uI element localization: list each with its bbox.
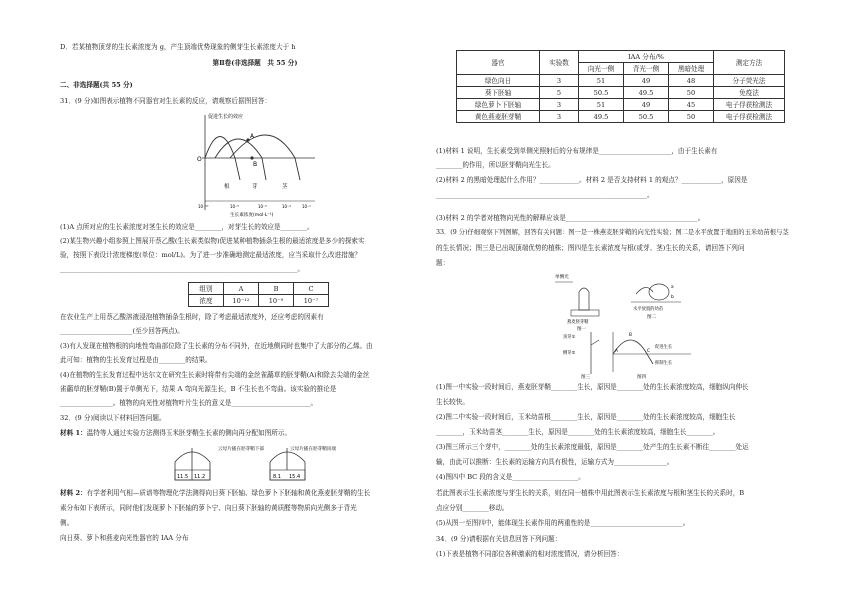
table32 (456, 50, 785, 123)
fig32-v2: 11.2 (194, 474, 206, 480)
t32-r2-c: 45 (669, 99, 714, 111)
q33-4a: (4)图四中 BC 段的含义是____________________。 (436, 473, 585, 481)
fig32-v4: 15.4 (289, 474, 301, 480)
t32-r0-b: 49 (624, 75, 669, 87)
material2-c: 侧。 (60, 519, 74, 527)
q32-intro: 32．(9 分)阅读以下材料回答问题。 (60, 414, 166, 422)
material1-text: 温特等人通过实验方法测得玉米胚芽鞘生长素的侧向再分配如图所示。 (86, 429, 292, 437)
section-title: 第Ⅱ卷(非选择题 共 55 分) (212, 59, 298, 67)
t32-r0-organ: 绿色向日 (457, 75, 540, 87)
q32-2b: ________________________________________________________________。 (436, 191, 654, 199)
t32-r2-m: 电子俘获检测法 (714, 99, 785, 111)
material2-text-a: 有学者利用气相—质谱等物理化学法测得向日葵下胚轴、绿色萝卜下胚轴和黄化燕麦胚芽鞘的生长 (86, 489, 371, 497)
table31 (188, 282, 329, 307)
t32-r1-n: 5 (540, 87, 579, 99)
fig33-bud2: 侧芽② (563, 351, 576, 356)
t32-r0-m: 分子荧光法 (714, 75, 785, 87)
t32-r3-m: 电子俘获检测法 (714, 111, 785, 123)
q33-4c: 点应分别________移动。 (436, 504, 509, 512)
q31-2c: ________________________________________________________________________。 (60, 265, 304, 273)
t32-r2-b: 49 (624, 99, 669, 111)
fig33-pt-c: C (647, 349, 651, 354)
table-row (457, 87, 785, 99)
q32-2a: (2)材料 2 的黑暗处理起什么作用？____________。材料 2 是否支持材料 1 的观点？____________，原因是 (436, 176, 748, 184)
t32-r3-a: 49.5 (579, 111, 624, 123)
t32-r3-organ: 黄色燕麦胚芽鞘 (457, 111, 540, 123)
table31-h0: 组别 (189, 283, 224, 295)
table31-v2: 10⁻⁹ (259, 295, 294, 307)
t32-r1-a: 50.5 (579, 87, 624, 99)
coleoptile-fig1 (579, 288, 589, 310)
t32-r1-c: 50 (669, 87, 714, 99)
fig33-diagram (551, 270, 701, 380)
t32-h-num: 实验数 (540, 51, 579, 75)
t32-h-light: 向光一侧 (579, 63, 624, 75)
material2-label: 材料 2： (60, 489, 87, 497)
q31-2e: ______________________(至少回答两点)。 (60, 327, 184, 335)
fig32-diagram (170, 440, 350, 485)
q33-1b: 生长较快。 (436, 398, 469, 406)
table31-h3: C (294, 283, 329, 295)
fig33-bud1: 顶芽① (563, 335, 576, 340)
q31-3a: (3)有人发现在植物根的向地性弯曲部位除了生长素的分布不同外，在近地侧同时也集中了大部分的乙烯。由 (60, 342, 373, 350)
fig33-light: 单侧光 (555, 275, 569, 280)
t32-r1-b: 49.5 (624, 87, 669, 99)
q32-1a: (1)材料 1 说明，生长素受到单侧光照射后的分布规律是______________________，由于生长素有 (436, 147, 718, 155)
stem-fig2 (636, 287, 653, 294)
fig31-graph (190, 110, 320, 220)
fig31-organ-bud: 芽 (252, 184, 258, 190)
table31-h1: A (224, 283, 259, 295)
q31-4b: 雀虉草的胚芽鞘(B)置于单侧光下，结果 A 弯向光源生长，B 不生长也不弯曲。该实验的推论是 (60, 385, 337, 393)
t32-r3-c: 50 (669, 111, 714, 123)
q33-2a: (2)图二中实验一段时间后，玉米幼苗根________生长，原因是________处的生长素浓度较高，细胞生长 (436, 413, 736, 421)
q33-2b: ________，玉米幼苗茎________生长，原因是________处的生长素浓度较高，细胞生长________。 (436, 428, 720, 436)
table-row (457, 75, 785, 87)
table31-v3: 10⁻⁷ (294, 295, 329, 307)
t32-h-back: 背光一侧 (624, 63, 669, 75)
fig31-origin: O (197, 156, 202, 163)
t32-r1-organ: 葵下胚轴 (457, 87, 540, 99)
t32-r2-n: 3 (540, 99, 579, 111)
t32-h-iaa: IAA 分布/% (579, 51, 714, 63)
fig31-organ-root: 根 (224, 184, 230, 190)
fig32-v1: 11.5 (177, 474, 189, 480)
q34-b: (1)下表是植物不同部位各种激素的相对浓度情况，请分析回答： (436, 550, 624, 558)
seedling-fig2 (649, 284, 669, 300)
fig33-pt-a: A (615, 349, 618, 354)
t32-h-organ: 器官 (457, 51, 540, 75)
q31-1: (1)A 点所对应的生长素浓度对茎生长的效应是________，对芽生长的效应是________。 (60, 223, 314, 231)
t32-h-method: 测定方法 (714, 51, 785, 75)
t32-r2-a: 51 (579, 99, 624, 111)
fig31-ylabel: 促进生长的效应 (208, 114, 244, 120)
table31-v1: 10⁻¹² (224, 295, 259, 307)
option-d: D．若某植物顶芽的生长素浓度为 g，产生顶端优势现象的侧芽生长素浓度大于 h (60, 43, 296, 51)
material1 (60, 428, 291, 438)
q31-4c: ________________。植物的向光性对植物叶片生长的意义是________________________。 (60, 399, 318, 407)
fig33-label3: 图三 (581, 375, 591, 380)
fig31-tick3: 10⁻⁶ (258, 204, 267, 209)
table31-row-label: 浓度 (189, 295, 224, 307)
q33-3b: 输，由此可以推断：生长素的运输方向具有极性，运输方式为________________。 (436, 458, 674, 466)
fig33-fig1-label: 燕麦胚芽鞘 (567, 320, 589, 325)
part-title: 二、非选择题(共 55 分) (60, 81, 133, 89)
fig33-pt-a-top: a (671, 285, 674, 290)
t32-r0-n: 3 (540, 75, 579, 87)
q32-1b: ________的作用，所以胚芽鞘向光生长。 (436, 161, 555, 169)
point-b-dot (250, 156, 253, 159)
q31-3b: 此可知：植物的生长发育过程是由________的结果。 (60, 356, 212, 364)
bud-curve (215, 139, 266, 180)
material1-label: 材料 1： (60, 429, 87, 437)
fig32-v3: 8.1 (273, 474, 281, 480)
q31-2a: (2)某生物兴趣小组参照上图展开萘乙酸(生长素类似物)促进某种植物插条生根的最适浓度是多少的探索实 (60, 237, 365, 245)
t32-h-dark: 黑暗处理 (669, 63, 714, 75)
fig33-label4: 图四 (637, 375, 647, 380)
table31-h2: B (259, 283, 294, 295)
t32-r3-n: 3 (540, 111, 579, 123)
fig31-point-b: B (253, 161, 258, 168)
q33-c: 题： (436, 259, 450, 267)
branch-fig3 (591, 340, 599, 345)
fig33-pt-b-top: b (671, 295, 674, 300)
q31-intro: 31．(9 分)如图表示植物不同器官对生长素的反应，请观察后据图回答： (60, 97, 272, 105)
q33-5: (5)从图一至图四中，能体现生长素作用的两重性的是____________________________。 (436, 519, 690, 527)
fig31-organ-stem: 茎 (282, 184, 288, 190)
pot-fig1 (571, 310, 599, 316)
t32-r0-c: 48 (669, 75, 714, 87)
fig32-cap-right: 云母片插在胚芽鞘顶端 (290, 447, 336, 452)
material2-a (60, 488, 370, 498)
q31-2b: 验，按照下表设计浓度梯度(单位：mol/L)。为了进一步准确地测定最适浓度，应当采取什么改进措施？ (60, 251, 362, 259)
fig33-label1: 图一 (577, 327, 587, 332)
fig31-point-a: A (250, 133, 255, 140)
q33-a: 33．(9 分)仔细观察下列图解，回答有关问题：图一是一株燕麦胚芽鞘的向光性实验；图二是水平放置于地面的玉米幼苗根与茎 (436, 229, 789, 236)
fig33-pt-b: B (629, 333, 632, 338)
table-row (457, 99, 785, 111)
fig31-tick5: 10⁻² (302, 204, 311, 209)
fig33-fig2-label: 水平放置的幼苗 (633, 307, 664, 312)
q33-4b: 若此图表示生长素浓度与芽生长的关系，则在同一植株中用此图表示生长素浓度与根和茎生长的关系时，B (436, 489, 745, 497)
q31-4a: (4)在植物的生长发育过程中达尔文在研究生长素时将带有尖端的金丝雀虉草的胚芽鞘(A)和除去尖端的金丝 (60, 371, 370, 379)
t32-r2-organ: 绿色萝卜下胚轴 (457, 99, 540, 111)
q31-2d: 在农业生产上用萘乙酸溶液浸泡植物插条生根时，除了考虑最适浓度外，还应考虑的因素有 (60, 313, 324, 321)
t32-r3-b: 50.5 (624, 111, 669, 123)
fig33-inhibit: 抑制生长 (655, 361, 673, 366)
fig32-cap-left: 云母片插在胚芽鞘下部 (218, 447, 264, 452)
table32-caption: 向日葵、萝卜和燕麦向光性器官的 IAA 分布 (60, 534, 189, 542)
q33-1a: (1)图一中实验一段时间后，燕麦胚芽鞘________生长，原因是________处的生长素浓度较高，细胞纵向伸长 (436, 383, 749, 391)
fig31-tick4: 10⁻⁴ (282, 204, 291, 209)
fig31-tick2: 10⁻⁸ (230, 204, 239, 209)
q33-3a: (3)图三所示三个芽中，________处的生长素浓度最低，原因是________处产生的生长素不断往________处运 (436, 443, 749, 451)
fig33-label2: 图二 (647, 315, 657, 320)
material2-b: 素分布如下表所示，同时他们发现萝卜下胚轴的萝卜宁、向日葵下胚轴的黄质醛等物质向光侧多于背光 (60, 504, 357, 512)
q34-a: 34．(9 分)请根据有关信息回答下列问题： (436, 535, 562, 543)
fig33-promote: 促进生长 (655, 345, 673, 350)
table-row (457, 111, 785, 123)
q32-3: (3)材料 2 的学者对植物向光性的解释应该是________________________________________。 (436, 214, 705, 222)
fig31-xlabel: 生长素浓度(mol·L⁻¹) (230, 213, 274, 218)
q33-b: 的生长情况；图三是已出现顶端优势的植株；图四是生长素浓度与根(或芽、茎)生长的关系，请回答下列问 (436, 244, 745, 252)
t32-r0-a: 51 (579, 75, 624, 87)
t32-r1-m: 免疫法 (714, 87, 785, 99)
fig31-tick1: 10⁻¹⁰ (198, 204, 209, 209)
